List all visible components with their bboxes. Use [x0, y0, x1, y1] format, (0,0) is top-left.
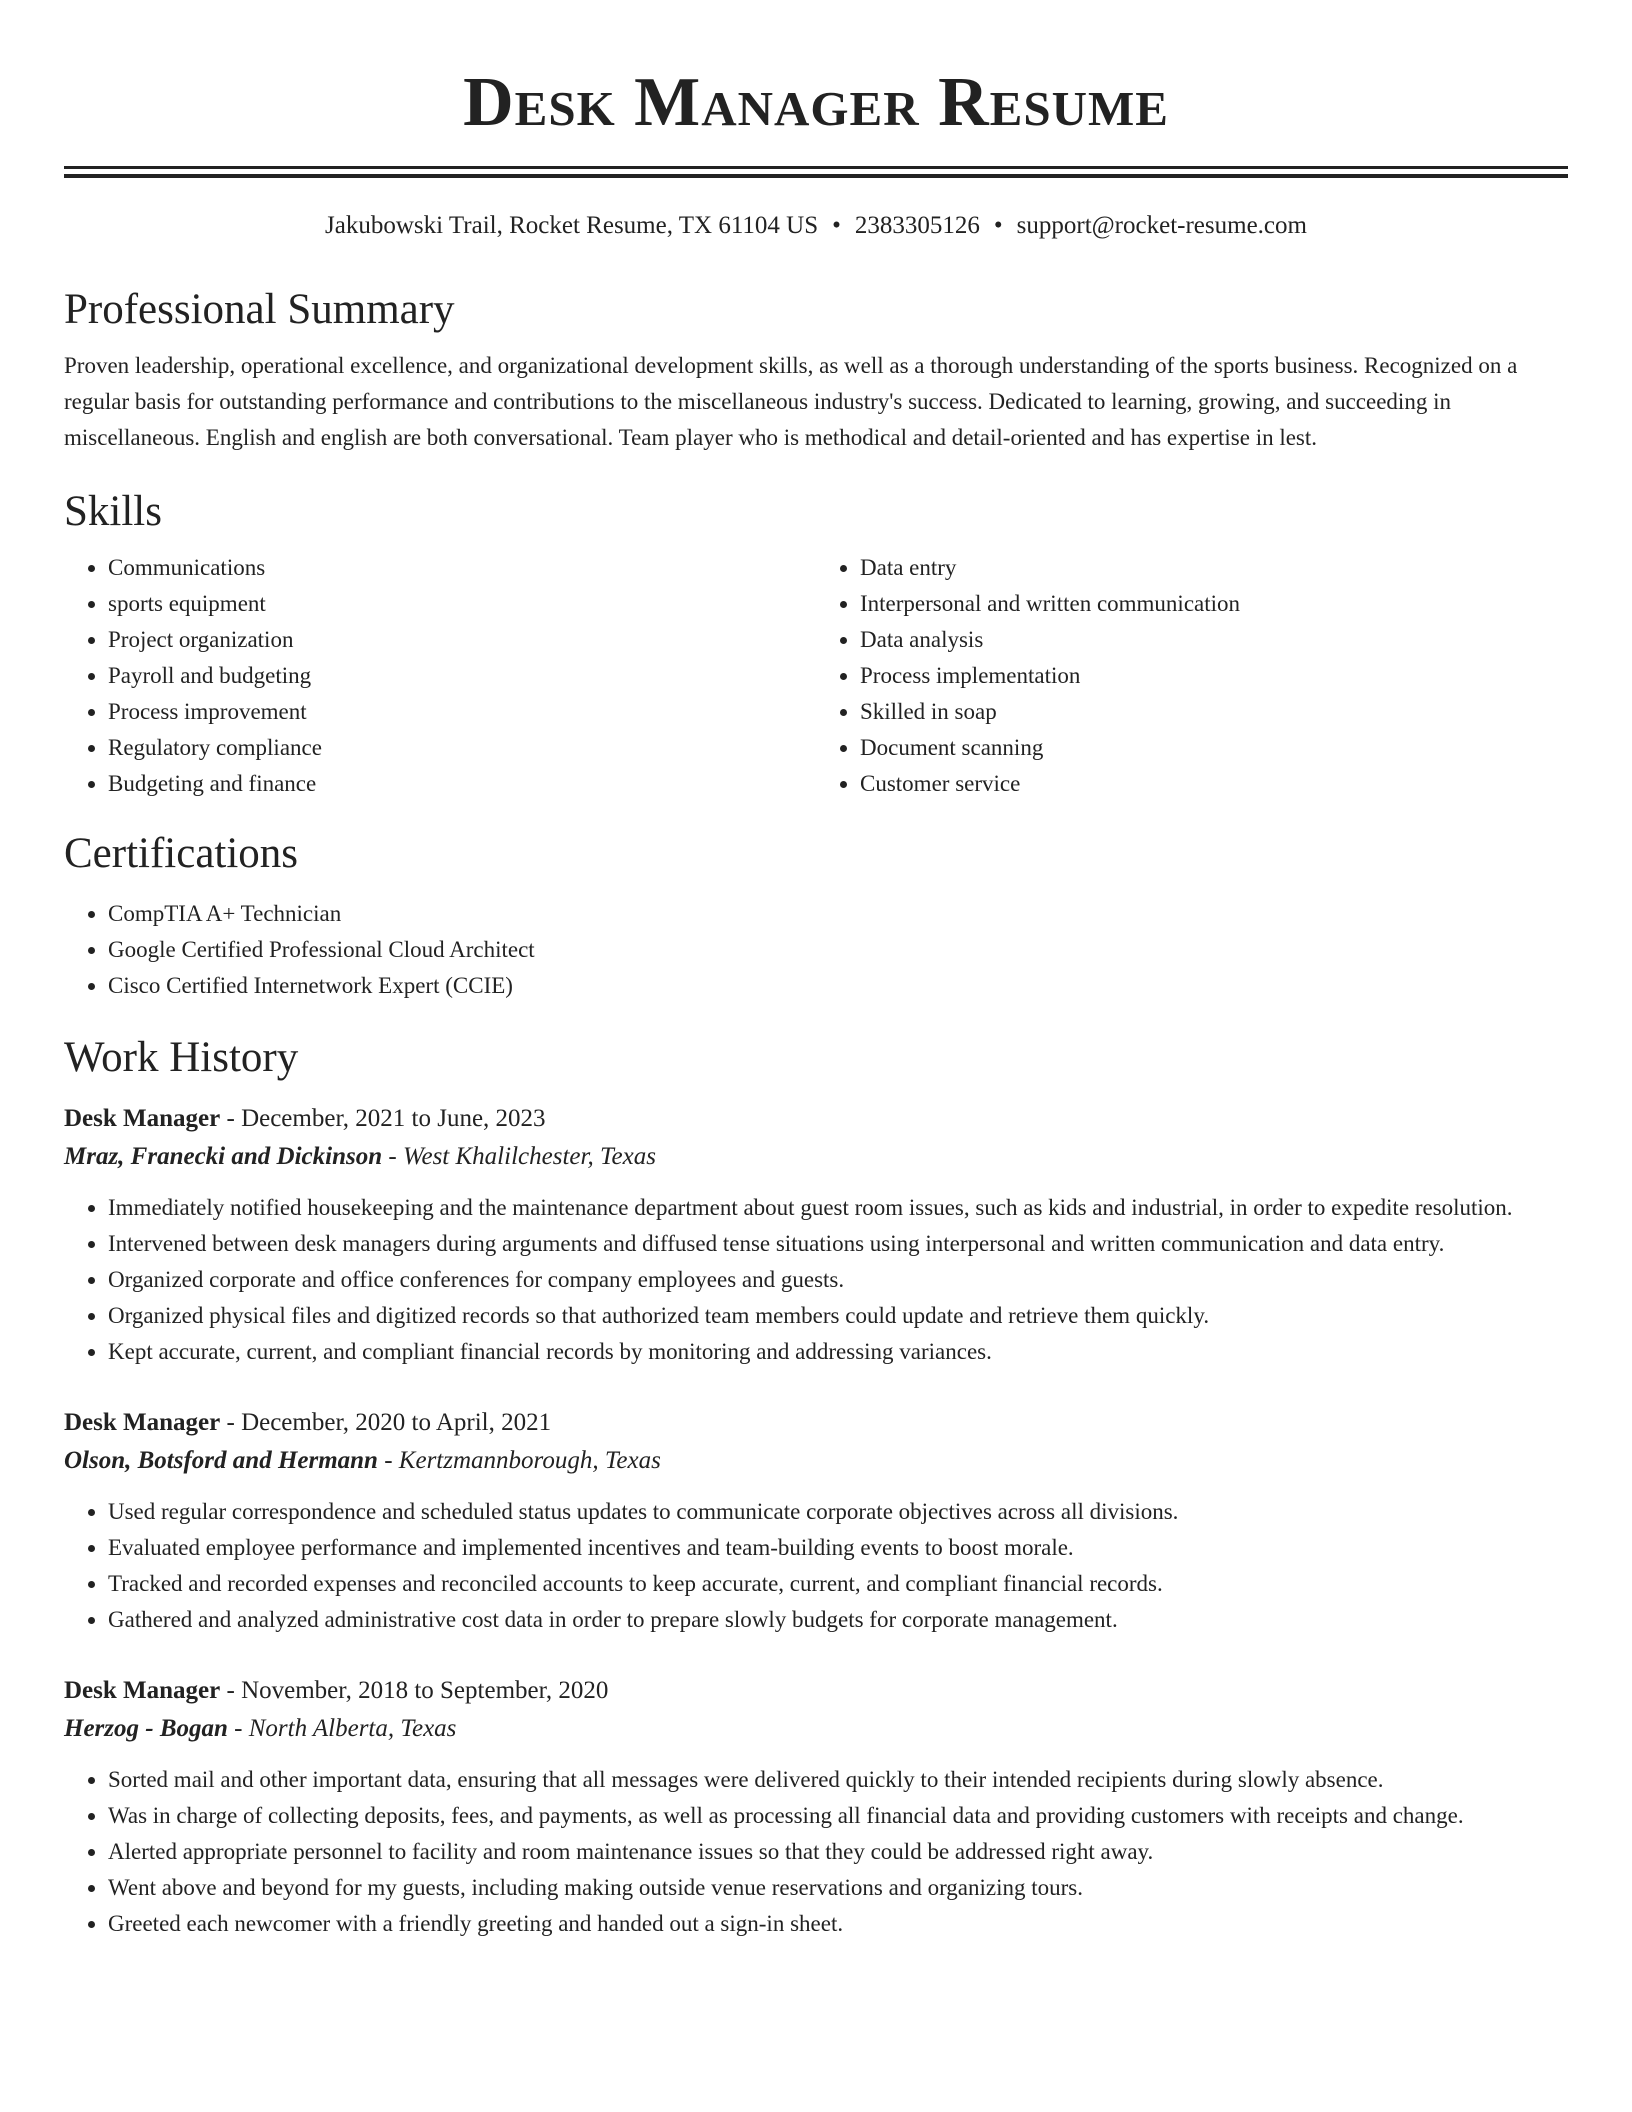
skill-item: • Budgeting and finance [108, 766, 816, 802]
certifications-heading: Certifications [64, 830, 299, 877]
skills-list-right [816, 550, 1568, 802]
job-bullet: • Alerted appropriate personnel to facility and room maintenance issues so that they could be addressed right away. [108, 1834, 1568, 1870]
job-company: Mraz, Franecki and Dickinson [64, 1143, 383, 1170]
job-bullet: • Organized physical files and digitized records so that authorized team members could update and retrieve them quickly. [108, 1298, 1568, 1334]
contact-address: Jakubowski Trail, Rocket Resume, TX 61104 US [325, 212, 819, 239]
job-company: Olson, Botsford and Hermann [64, 1447, 378, 1474]
job-title: Desk Manager [64, 1105, 221, 1132]
contact-phone: 2383305126 [854, 212, 980, 239]
contact-separator: • [993, 212, 1003, 239]
job-bullets [64, 1762, 1568, 1942]
skill-item: • Data entry [860, 550, 1568, 586]
job-company-line [64, 1138, 1568, 1176]
job-dash: - [220, 1105, 242, 1132]
work-history-heading: Work History [64, 1034, 299, 1081]
job-location: Kertzmannborough, Texas [398, 1447, 661, 1474]
skills-columns [64, 550, 1568, 802]
skill-item: • Process improvement [108, 694, 816, 730]
certifications-list [64, 896, 1568, 1004]
summary-heading: Professional Summary [64, 286, 455, 333]
job-company: Herzog - Bogan [64, 1715, 228, 1742]
page-title: Desk Manager Resume [463, 64, 1169, 141]
job-entry [64, 1672, 1568, 1942]
job-company-line [64, 1442, 1568, 1480]
job-bullet: • Gathered and analyzed administrative cost data in order to prepare slowly budgets for corporate management. [108, 1602, 1568, 1638]
job-dash: - [227, 1715, 249, 1742]
job-bullet: • Intervened between desk managers during arguments and diffused tense situations using interpersonal and written communication and data entry. [108, 1226, 1568, 1262]
certification-item: • Google Certified Professional Cloud Architect [108, 932, 1568, 968]
resume-page [64, 0, 1568, 1942]
skill-item: • Regulatory compliance [108, 730, 816, 766]
title-divider-top [64, 166, 1568, 169]
job-bullet: • Immediately notified housekeeping and the maintenance department about guest room issues, such as kids and industrial, in order to expedite resolution. [108, 1190, 1568, 1226]
job-bullet: • Was in charge of collecting deposits, fees, and payments, as well as processing all financial data and providing customers with receipts and change. [108, 1798, 1568, 1834]
job-header [64, 1100, 1568, 1138]
skill-item: • Interpersonal and written communication [860, 586, 1568, 622]
skills-list-left [64, 550, 816, 802]
job-title: Desk Manager [64, 1677, 221, 1704]
job-bullet: • Sorted mail and other important data, ensuring that all messages were delivered quickly to their intended recipients during slowly absence. [108, 1762, 1568, 1798]
contact-separator: • [832, 212, 841, 239]
job-header [64, 1404, 1568, 1442]
certification-item: • CompTIA A+ Technician [108, 896, 1568, 932]
skill-item: • Customer service [860, 766, 1568, 802]
job-bullet: • Used regular correspondence and scheduled status updates to communicate corporate objectives across all divisions. [108, 1494, 1568, 1530]
job-title: Desk Manager [64, 1409, 221, 1436]
job-company-line [64, 1710, 1568, 1748]
job-dates: December, 2021 to June, 2023 [241, 1105, 546, 1132]
job-location: West Khalilchester, Texas [402, 1143, 656, 1170]
skill-item: • Communications [108, 550, 816, 586]
skill-item: • Data analysis [860, 622, 1568, 658]
job-bullet: • Kept accurate, current, and compliant financial records by monitoring and addressing variances. [108, 1334, 1568, 1370]
skill-item: • sports equipment [108, 586, 816, 622]
job-entry [64, 1404, 1568, 1638]
job-bullets [64, 1190, 1568, 1370]
contact-email: support@rocket-resume.com [1016, 212, 1307, 239]
skill-item: • Document scanning [860, 730, 1568, 766]
summary-text: Proven leadership, operational excellence, and organizational development skills, as well as a thorough understanding of the sports business. Recognized on a regular basis for outstanding performance and contributions to the miscellaneous industry's success. Dedicated to learning, growing, and succeeding in miscellaneous. English and english are both conversational. Team player who is methodical and detail-oriented and has expertise in lest. [64, 353, 1518, 450]
job-dash: - [377, 1447, 399, 1474]
title-divider-bottom [64, 174, 1568, 178]
job-dates: December, 2020 to April, 2021 [241, 1409, 552, 1436]
certification-item: • Cisco Certified Internetwork Expert (CCIE) [108, 968, 1568, 1004]
skill-item: • Payroll and budgeting [108, 658, 816, 694]
job-header [64, 1672, 1568, 1710]
job-dates: November, 2018 to September, 2020 [241, 1677, 609, 1704]
job-bullet: • Evaluated employee performance and implemented incentives and team-building events to boost morale. [108, 1530, 1568, 1566]
job-entry [64, 1100, 1568, 1370]
job-dash: - [220, 1677, 242, 1704]
job-dash: - [382, 1143, 403, 1170]
job-bullet: • Organized corporate and office conferences for company employees and guests. [108, 1262, 1568, 1298]
job-bullet: • Tracked and recorded expenses and reconciled accounts to keep accurate, current, and compliant financial records. [108, 1566, 1568, 1602]
skill-item: • Skilled in soap [860, 694, 1568, 730]
job-bullet: • Went above and beyond for my guests, including making outside venue reservations and organizing tours. [108, 1870, 1568, 1906]
contact-line [64, 210, 1568, 242]
job-bullet: • Greeted each newcomer with a friendly greeting and handed out a sign-in sheet. [108, 1906, 1568, 1942]
job-location: North Alberta, Texas [248, 1715, 457, 1742]
skill-item: • Process implementation [860, 658, 1568, 694]
skill-item: • Project organization [108, 622, 816, 658]
skills-heading: Skills [64, 488, 162, 535]
job-bullets [64, 1494, 1568, 1638]
job-dash: - [220, 1409, 242, 1436]
